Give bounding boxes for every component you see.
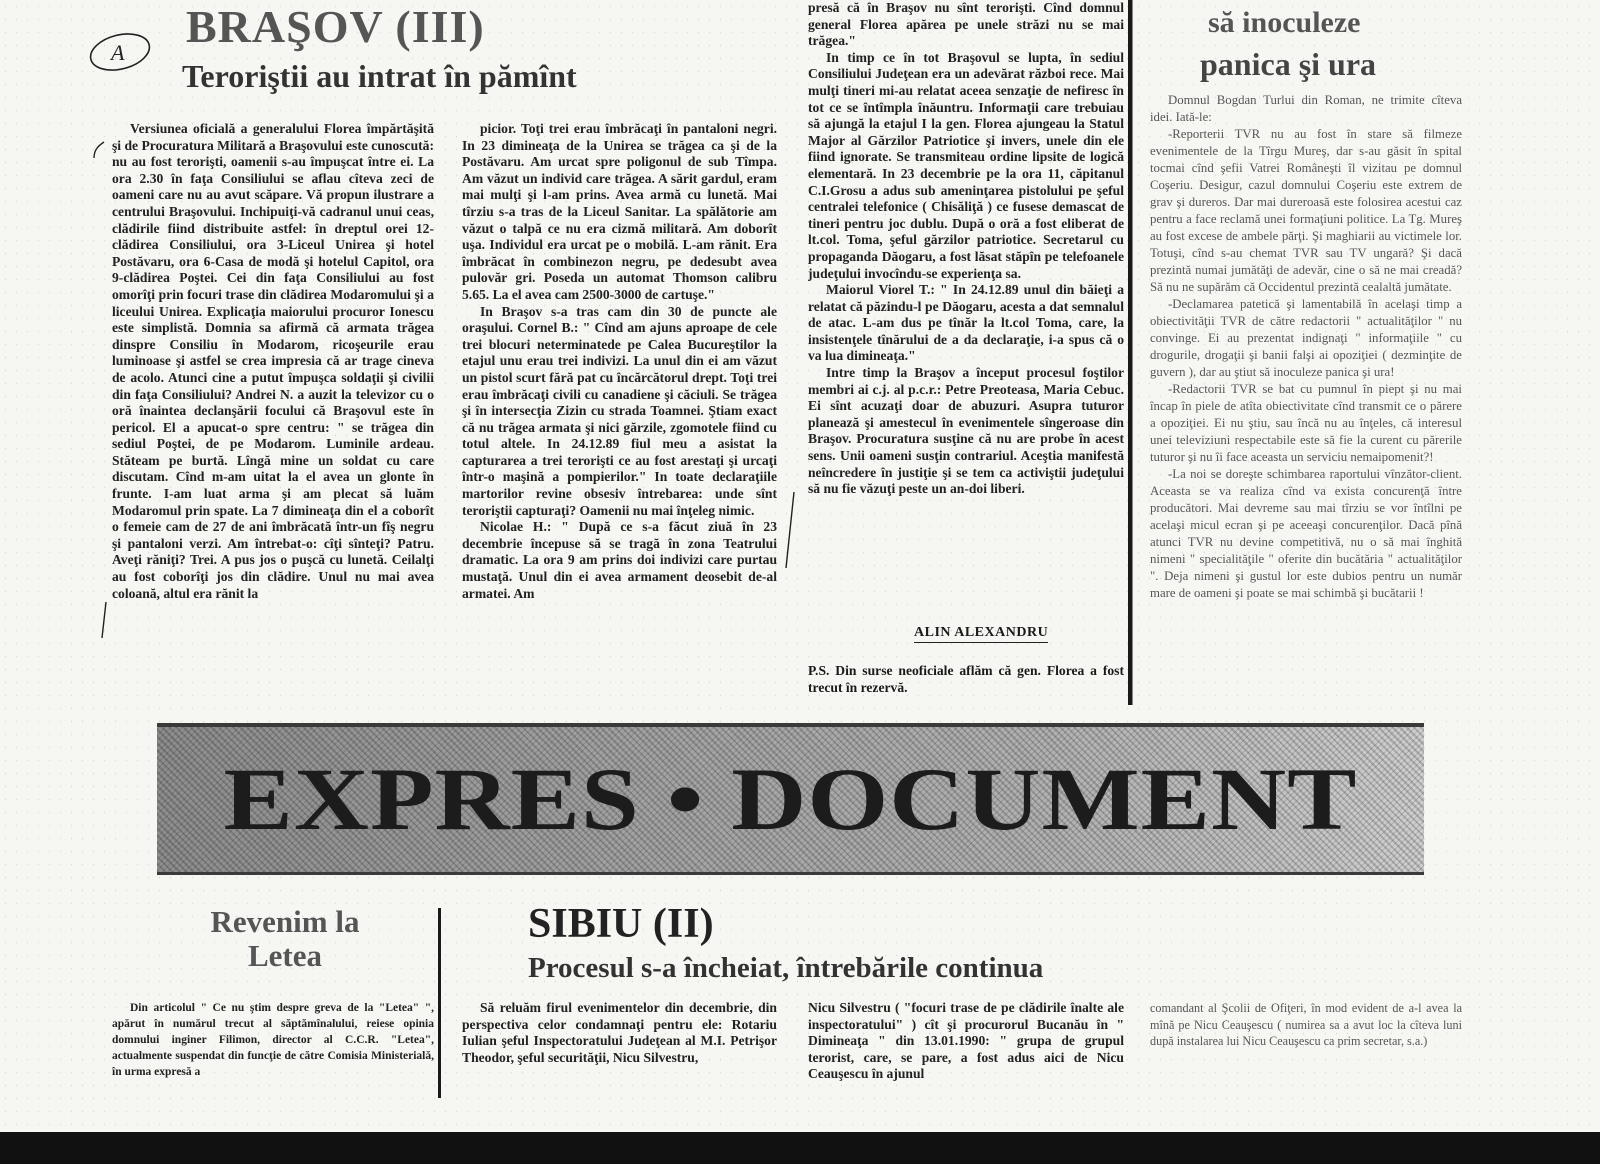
section-banner	[157, 723, 1424, 875]
sibiu-title: SIBIU (II)	[528, 901, 714, 947]
margin-line-icon	[782, 490, 802, 570]
brasov-title: BRAŞOV (III)	[186, 1, 485, 52]
brasov-column-2	[462, 121, 777, 696]
tv-article-title-line-1: să inoculeze	[1208, 6, 1361, 39]
paragraph: picior. Toţi trei erau îmbrăcaţi în pantaloni negri. In 23 dimineaţa de la Unirea se trăgea ca şi de la Postăvaru. Am urcat spre poligonul de sub Tîmpa. Am văzut un individ care trăgea. A sărit gardul, eram mai mulţi şi l-am prins. Avea armă cu lunetă. Mai tîrziu s-a tras de la Liceul Sanitar. La spălătorie am văzut o talpă ce nu era cizmă militară. Am doborît uşa. Individul era urcat pe o mobilă. L-am rănit. Era îmbrăcat în combinezon negru, pe dedesubt avea pulovăr gri. Poseda un automat Thomson calibru 5.65. La el avea cam 2500-3000 de cartuşe."	[462, 121, 777, 302]
paragraph: Nicolae H.: " După ce s-a făcut ziuă în 23 decembrie începuse să se tragă în zona Teatrului dramatic. La ora 9 am prins doi indivizi care purtau mustaţă. Unul din ei avea armament deosebit de-al armatei. Am	[462, 519, 777, 601]
paragraph: Intre timp la Braşov a început procesul foştilor membri ai c.j. al p.c.r.: Petre Preoteasa, Maria Cebuc. Ei sînt acuzaţi doar de abuzuri. Asupra tuturor planează şi amestecul în evenimentele sîngeroase din Braşov. Procuratura susţine că nu are probe în acest sens. Unii oameni susţin contrariul. Aceştia manifestă neîncredere în justiţie şi se tem ca activiştii judeţului să nu fie văzuţi peste un an-doi liberi.	[808, 365, 1124, 497]
sibiu-column-3	[1150, 1000, 1462, 1092]
margin-check-icon	[88, 140, 108, 160]
banner-title: EXPRES • DOCUMENT	[223, 750, 1358, 849]
brasov-subtitle: Teroriştii au intrat în pămînt	[182, 58, 577, 94]
paragraph: -Redactorii TVR se bat cu pumnul în piept şi nu mai încap în piele de atîta obiectivitate cînd transmit ce o părere a opoziţiei. Ei nu ştiu, sau încă nu au înţeles, că interesul unei televiziuni respectabile este să fie la curent cu părerile tuturor şi nu îi face aceasta un serviciu nemaipomenit?!	[1150, 382, 1462, 464]
brasov-column-1	[112, 121, 434, 696]
paragraph: Din articolul " Ce nu ştim despre greva de la "Letea" ", apărut în numărul trecut al săptămînalului, reiese opinia domnului inginer Filimon, director al C.C.R. "Letea", actualmente suspendat din funcţie de către Comisia Ministerială, în urma expresă a	[112, 1002, 434, 1078]
paragraph: In Braşov s-a tras cam din 30 de puncte ale oraşului. Cornel B.: " Cînd am ajuns aproape de cele trei blocuri neterminatede pe Calea Bucureştilor la etajul unu erau trei indivizi. La unul din ei am văzut un pistol scurt fără pat cu încărcătorul drept. Toţi trei erau îmbrăcaţi civili cu canadiene şi căciuli. Se trăgea şi în intersecţia Zizin cu strada Toamnei. Ştiam exact că nu trăgea armata şi nici gărzile, zgomotele fiind cu totul altele. In 24.12.89 fiul meu a asistat la capturarea a trei terorişti ce au fost arestaţi şi urcaţi într-o maşină a pompierilor." In toate declaraţiile martorilor revine obsesiv întrebarea: unde sînt teroriştii capturaţi? Oamenii nu mai înţeleg nimic.	[462, 303, 777, 518]
column-divider	[438, 908, 441, 1098]
sibiu-column-1	[462, 1000, 777, 1092]
letea-title: Revenim la Letea	[210, 904, 360, 973]
sibiu-column-2	[808, 1000, 1124, 1092]
scan-edge-bar	[0, 1132, 1600, 1164]
paragraph: Să reluăm firul evenimentelor din decembrie, din perspectiva celor condamnaţi pentru ele: Rotariu Iulian şeful Inspectoratului Judeţean al M.I. Petrişor Theodor, şeful securităţii, Nicu Silvestru,	[462, 1000, 777, 1065]
paragraph: Nicu Silvestru ( "focuri trase de pe clădirile înalte ale inspectoratului" ) cît şi procurorul Bucanău în " Dimineaţa " din 13.01.1990: " grupa de grupul terorist, care, se pare, a fost adus aici de Nicu Ceauşescu în ajunul	[808, 1000, 1124, 1082]
paragraph: -La noi se doreşte schimbarea raportului vînzător-client. Aceasta se va realiza cînd va exista concurenţă între producători. Mai devreme sau mai tîrziu se vor întîlni pe acelaşi micul ecran şi pe aceeaşi concurenţilor. Dacă pînă atunci TVR nu devine competitivă, nu o să mai înghită nimeni " specialităţile " oferite din bucătăria " actualităţilor ". Deja nimeni şi gustul lor este dubios pentru un număr mare de oameni şi poate se mai schimbă şi bucătarii !	[1150, 467, 1462, 600]
paragraph: Versiunea oficială a generalului Florea împărtăşită şi de Procuratura Militară a Braşovului este cunoscută: nu au fost terorişti, oamenii s-au împuşcat între ei. La ora 2.30 în faţa Consiliului se aflau cîteva zeci de oameni care nu au avut scăpare. Vă propun ilustrare a centrului Braşovului. Inchipuiţi-vă cadranul unui ceas, clădirile fiind distribuite astfel: în dreptul orei 12-clădirea Consiliului, ora 3-Liceul Unirea şi hotel Postăvaru, ora 6-Casa de modă şi hotelul Capitol, ora 9-clădirea Poştei. Cei din faţa Consiliului au fost omorîţi prin focuri trase din clădirea Modaromului şi a liceului Unirea. Explicaţia maiorului procuror Ionescu este simplistă. Domnia sa afirmă că armata trăgea dinspre Consiliu în Modarom, ricoşeurile erau luminoase şi astfel se crea impresia că ar trage cineva de acolo. Atunci cine a putut împuşca soldaţii şi civilii din faţa Consiliului? Andrei N. a auzit la televizor cu o oră înaintea declanşării focului că Braşovul este în pericol. El a apucat-o spre centru: " se trăgea din sediul Poştei, de pe Modarom. Luminile ardeau. Stăteam pe burtă. Lîngă mine un soldat cu care discutam. Cînd m-am uitat la el avea un glonte în frunte. I-am luat arma şi am plecat să luăm Modaromul prin spate. La 7 dimineaţa din el a coborît o femeie cam de 27 de ani îmbrăcată într-un fîş negru şi pantaloni verzi. Am întrebat-o: cîţi sînteţi? Patru. Aveţi răniţi? Trei. A pus jos o puşcă cu lunetă. Ceilalţi au fost coborîţi jos din clădire. Unul nu mai avea coloană, altul era rănit la	[112, 121, 434, 601]
paragraph: Maiorul Viorel T.: " In 24.12.89 unul din băieţi a relatat că păzindu-l pe Dăogaru, acesta a dat semnalul de atac. L-am dus pe tînăr la lt.col Toma, care, la insistenţele tînărului de a da declaraţie, i-a spus că o va lua dimineaţa."	[808, 282, 1124, 364]
circled-a-mark-icon	[85, 30, 155, 74]
postscript: P.S. Din surse neoficiale aflăm că gen. Florea a fost trecut în rezervă.	[808, 663, 1124, 695]
paragraph: presă că în Braşov nu sînt terorişti. Cînd domnul general Florea apărea pe unele străzi nu se mai trăgea."	[808, 0, 1124, 49]
sibiu-subtitle: Procesul s-a încheiat, întrebările continua	[528, 952, 1044, 984]
tv-article-title-line-2: panica şi ura	[1200, 46, 1377, 82]
svg-text:A: A	[111, 40, 125, 65]
paragraph: -Declamarea patetică şi lamentabilă în acelaşi timp a obiectivităţii TVR de către redactorii " actualităţilor " nu convinge. Ei au prezentat indignaţi " informaţiile " cu drogurile, drogaţii şi banii falşi ai opoziţiei ( dezminţite de guvern ), dar au ştiut să inoculeze panica şi ura!	[1150, 297, 1462, 379]
paragraph: In timp ce în tot Braşovul se lupta, în sediul Consiliului Judeţean era un adevărat război rece. Mai mulţi tineri mi-au relatat aceea senzaţie de nefiresc în tot ce se întîmpla înăuntru. Informaţii care trebuiau să ajungă la etajul I la gen. Florea ajungeau la Statul Major al Gărzilor Patriotice şi invers, unele din ele fiind ignorate. Se transmiteau ordine lipsite de logică elementară. In 23 decembrie pe la ora 11, căpitanul C.I.Grosu a adus sub ameninţarea pistolului pe şeful centralei telefonice ( Chisăliţă ) ce fusese demascat de tineri pentru joc dublu. După o oră a fost eliberat de lt.col. Toma, şeful gărzilor patriotice. Secretarul cu propaganda Dăogaru, a fost lăsat stăpîn pe telefoanele judeţului invocîndu-se experienţa sa.	[808, 49, 1124, 281]
letea-column	[112, 1000, 434, 1092]
paragraph: comandant al Şcolii de Ofiţeri, în mod evident de a-l avea la mînă pe Nicu Ceauşescu ( numirea sa a avut loc la cîteva luni după instalarea lui Nicu Ceauşescu ca prim secretar, s.a.)	[1150, 1001, 1462, 1049]
tv-article-column	[1150, 92, 1462, 700]
paragraph: -Reporterii TVR nu au fost în stare să filmeze evenimentele de la Tîrgu Mureş, dar s-au găsit în spital tocmai cînd şefii Vatrei Româneşti îl vizitau pe domnul Coşeriu. Desigur, cazul domnului Coşeriu este extrem de grav şi dureros. Dar mai dureroasă este folosirea acestui caz pentru a face reclamă unei formaţiuni politice. La Tg. Mureş au fost excese de ambele părţi. Şi maghiarii au victimele lor. Totuşi, cînd s-au chemat TVR sau TV ungară? Şi dacă prezintă numai jumătăţi de adevăr, cine o să ne mai creadă? Să nu ne supărăm că Occidentul prezintă cealaltă jumătate.	[1150, 127, 1462, 294]
paragraph: Domnul Bogdan Turlui din Roman, ne trimite cîteva idei. Iată-le:	[1150, 93, 1462, 124]
author-byline: ALIN ALEXANDRU	[914, 625, 1048, 643]
column-divider	[1132, 0, 1133, 705]
brasov-column-3	[808, 0, 1124, 690]
